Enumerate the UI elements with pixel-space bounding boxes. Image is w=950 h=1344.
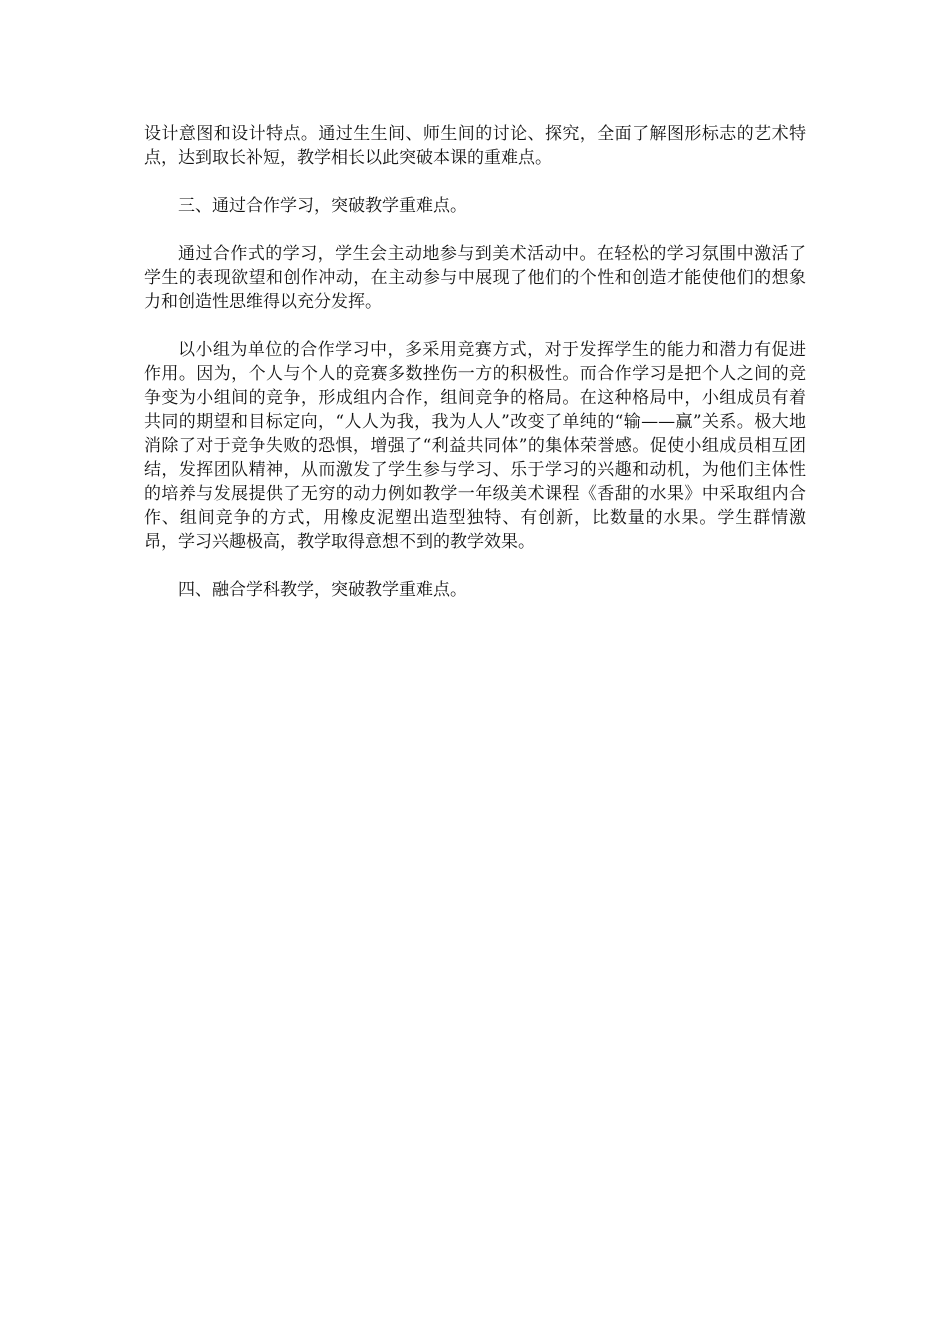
paragraph-group-competition: 以小组为单位的合作学习中，多采用竞赛方式，对于发挥学生的能力和潜力有促进作用。因为，个人与个人的竞赛多数挫伤一方的积极性。而合作学习是把个人之间的竞争变为小组间的竞争，形成组内合作，组间竞争的格局。在这种格局中，小组成员有着共同的期望和目标定向，“人人为我，我为人人”改变了单纯的“输——赢”关系。极大地消除了对于竞争失败的恐惧，增强了“利益共同体”的集体荣誉感。促使小组成员相互团结，发挥团队精神，从而激发了学生参与学习、乐于学习的兴趣和动机，为他们主体性的培养与发展提供了无穷的动力例如教学一年级美术课程《香甜的水果》中采取组内合作、组间竞争的方式，用橡皮泥塑出造型独特、有创新，比数量的水果。学生群情激昂，学习兴趣极高，教学取得意想不到的教学效果。 <box>144 340 806 552</box>
section-heading-interdisciplinary: 四、融合学科教学，突破教学重难点。 <box>178 580 467 600</box>
section-heading-cooperative-learning: 三、通过合作学习，突破教学重难点。 <box>178 196 467 216</box>
paragraph-cooperative-learning: 通过合作式的学习，学生会主动地参与到美术活动中。在轻松的学习氛围中激活了学生的表现欲望和创作冲动，在主动参与中展现了他们的个性和创造才能使他们的想象力和创造性思维得以充分发挥。 <box>144 244 806 312</box>
document-body <box>144 122 806 626</box>
paragraph-intro-continuation: 设计意图和设计特点。通过生生间、师生间的讨论、探究，全面了解图形标志的艺术特点，达到取长补短，教学相长以此突破本课的重难点。 <box>144 124 806 168</box>
